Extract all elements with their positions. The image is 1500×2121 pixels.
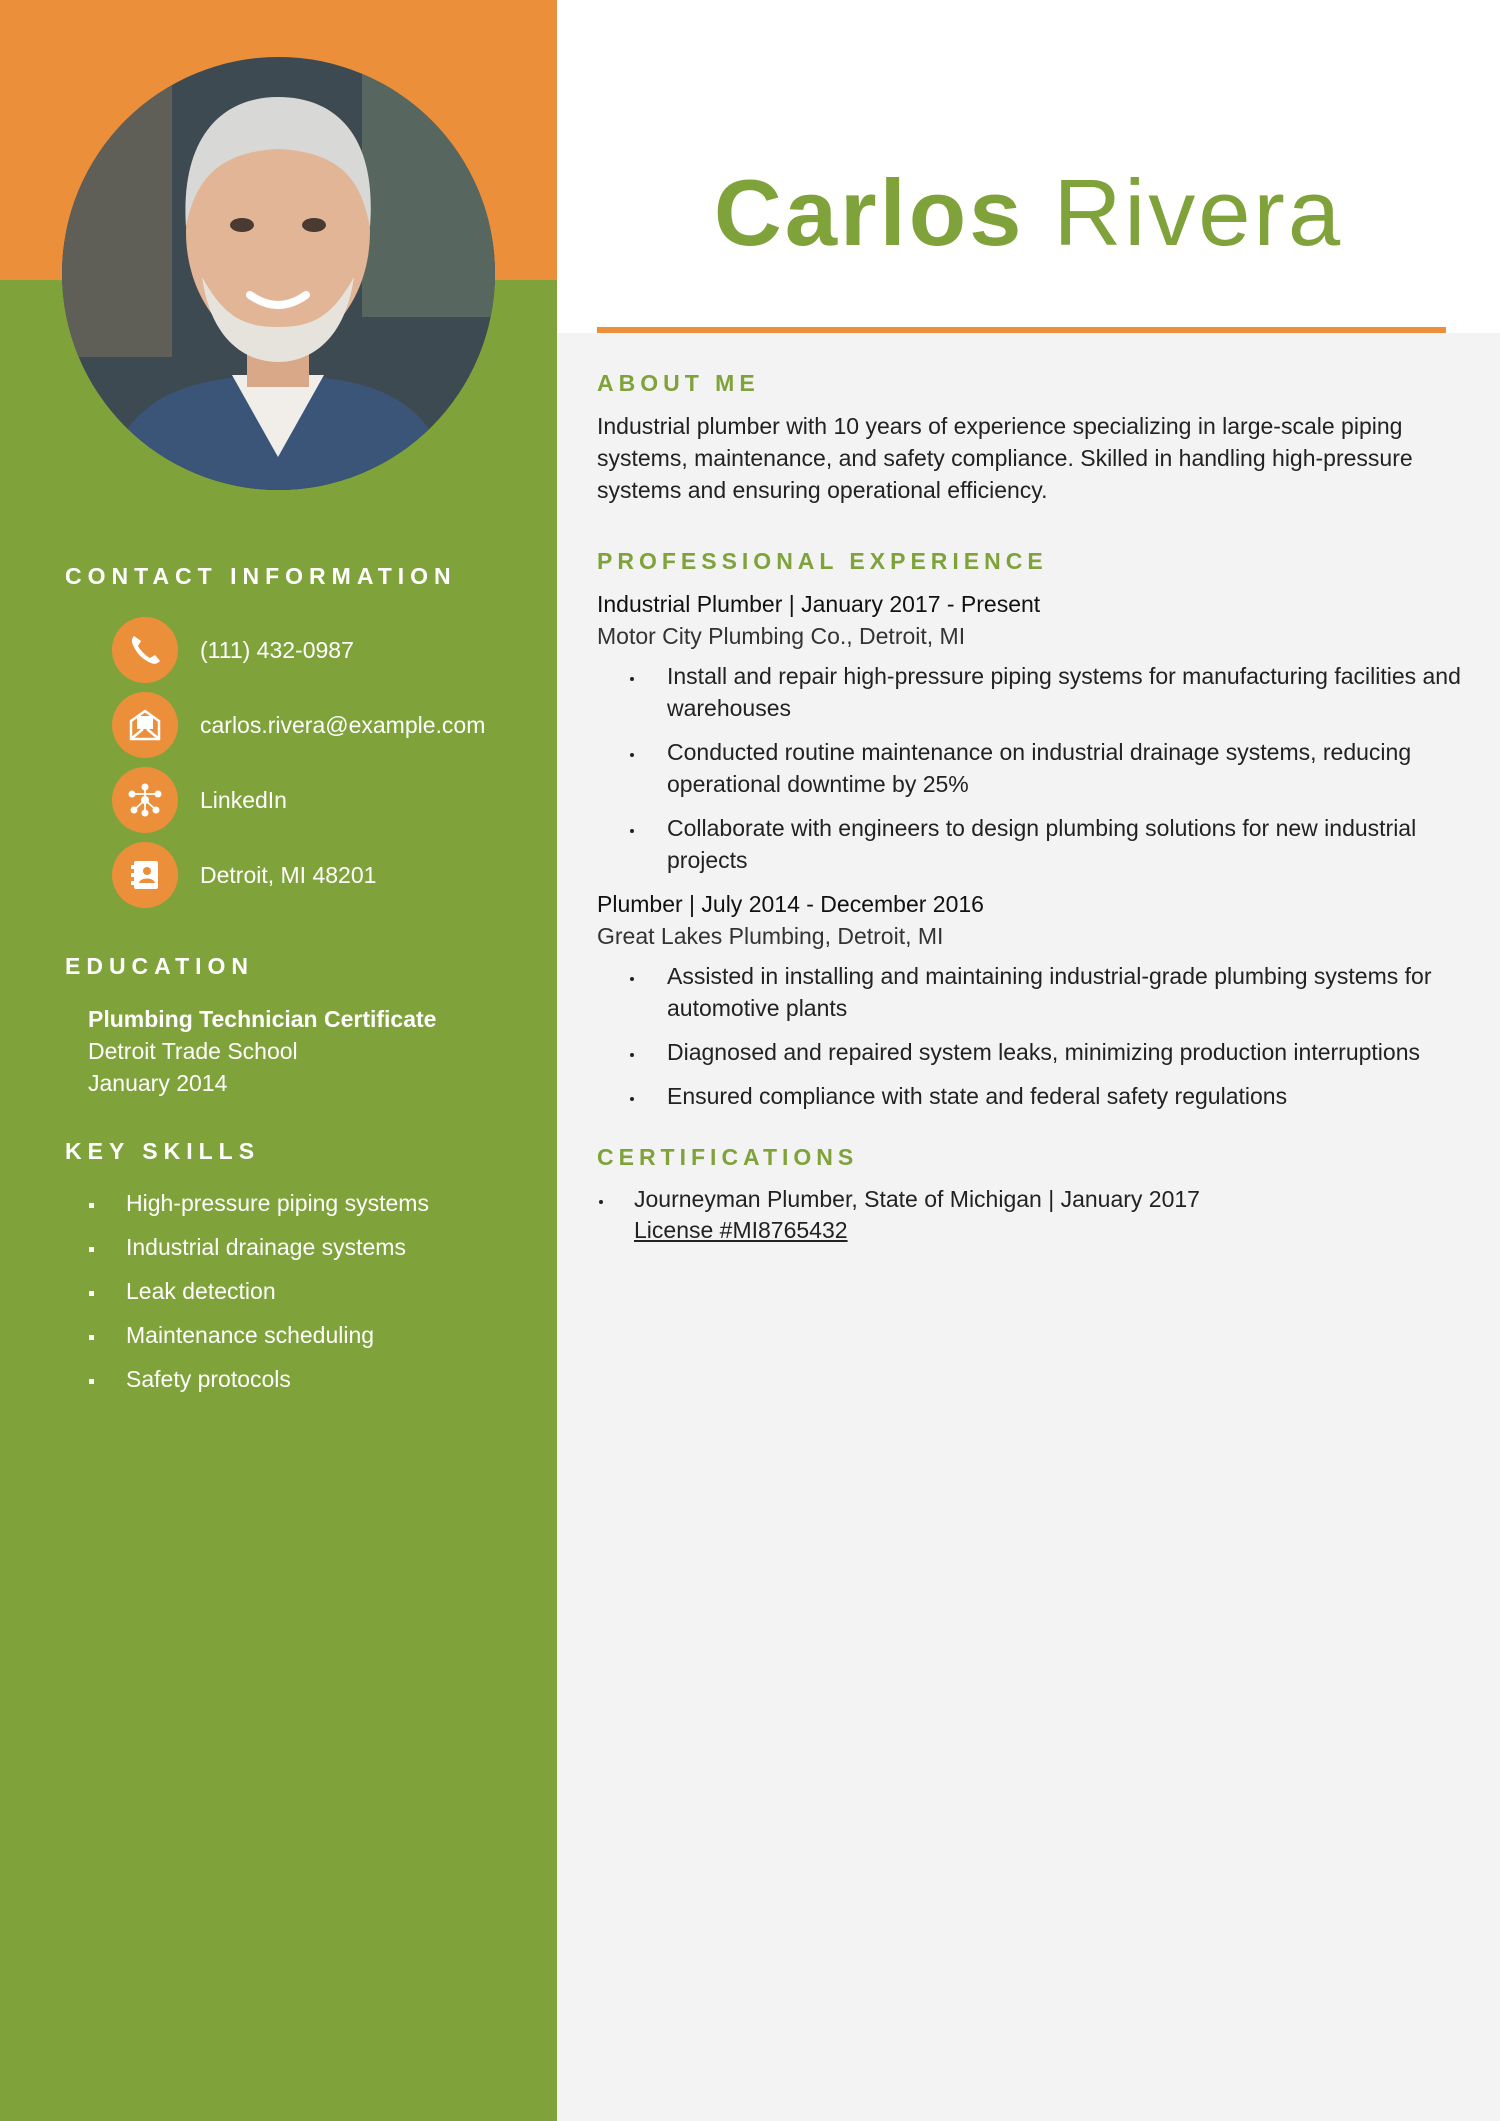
about-heading: ABOUT ME: [597, 370, 760, 396]
contact-address: [112, 842, 376, 908]
education-school: Detroit Trade School: [88, 1038, 298, 1064]
skill-item: Safety protocols: [88, 1361, 429, 1405]
skill-item: Industrial drainage systems: [88, 1229, 429, 1273]
header-divider: [597, 327, 1446, 333]
job-bullet: Conducted routine maintenance on industrial drainage systems, reducing operational downtime by 25%: [597, 736, 1477, 800]
skill-item: High-pressure piping systems: [88, 1185, 429, 1229]
job-bullet: Assisted in installing and maintaining industrial-grade plumbing systems for automotive plants: [597, 960, 1477, 1024]
address-text: Detroit, MI 48201: [200, 861, 377, 888]
job-company: Motor City Plumbing Co., Detroit, MI: [597, 623, 966, 649]
job-bullet: Ensured compliance with state and federal safety regulations: [597, 1080, 1477, 1112]
about-text: Industrial plumber with 10 years of experience specializing in large-scale piping systems, maintenance, and safety compliance. Skilled in handling high-pressure systems and ensuring operational efficiency.: [597, 413, 1413, 503]
address-icon: [112, 842, 178, 908]
contact-heading: CONTACT INFORMATION: [65, 563, 457, 589]
email-text[interactable]: carlos.rivera@example.com: [200, 711, 486, 738]
certification-text: Journeyman Plumber, State of Michigan | January 2017: [634, 1186, 1200, 1212]
job-entry: [597, 588, 1477, 876]
last-name: Rivera: [1053, 160, 1344, 265]
candidate-name: [557, 158, 1500, 268]
email-icon: [112, 692, 178, 758]
job-bullet: Install and repair high-pressure piping systems for manufacturing facilities and warehouses: [597, 660, 1477, 724]
network-icon: [112, 767, 178, 833]
job-title: Industrial Plumber | January 2017 - Present: [597, 591, 1041, 617]
profile-photo: [62, 57, 495, 490]
phone-text[interactable]: (111) 432-0987: [200, 636, 354, 663]
education-degree: Plumbing Technician Certificate: [88, 1006, 437, 1032]
linkedin-text[interactable]: LinkedIn: [200, 786, 287, 813]
contact-email: [112, 692, 485, 758]
main-content: [597, 368, 1477, 1246]
contact-phone: [112, 617, 354, 683]
job-title: Plumber | July 2014 - December 2016: [597, 891, 984, 917]
skill-item: Leak detection: [88, 1273, 429, 1317]
first-name: Carlos: [713, 160, 1025, 265]
education-entry: [88, 1003, 436, 1099]
license-link[interactable]: License #MI8765432: [634, 1217, 848, 1243]
job-bullets: [597, 660, 1477, 876]
job-entry: [597, 888, 1477, 1112]
job-bullet: Diagnosed and repaired system leaks, minimizing production interruptions: [597, 1036, 1477, 1068]
contact-linkedin: [112, 767, 287, 833]
skill-item: Maintenance scheduling: [88, 1317, 429, 1361]
phone-icon: [112, 617, 178, 683]
education-heading: EDUCATION: [65, 953, 255, 979]
certification-item: [597, 1184, 1477, 1246]
job-bullet: Collaborate with engineers to design plumbing solutions for new industrial projects: [597, 812, 1477, 876]
job-company: Great Lakes Plumbing, Detroit, MI: [597, 923, 944, 949]
experience-heading: PROFESSIONAL EXPERIENCE: [597, 548, 1048, 574]
certifications-heading: CERTIFICATIONS: [597, 1144, 859, 1170]
education-date: January 2014: [88, 1070, 228, 1096]
skills-heading: KEY SKILLS: [65, 1138, 261, 1164]
job-bullets: [597, 960, 1477, 1112]
skills-list: [88, 1185, 429, 1405]
